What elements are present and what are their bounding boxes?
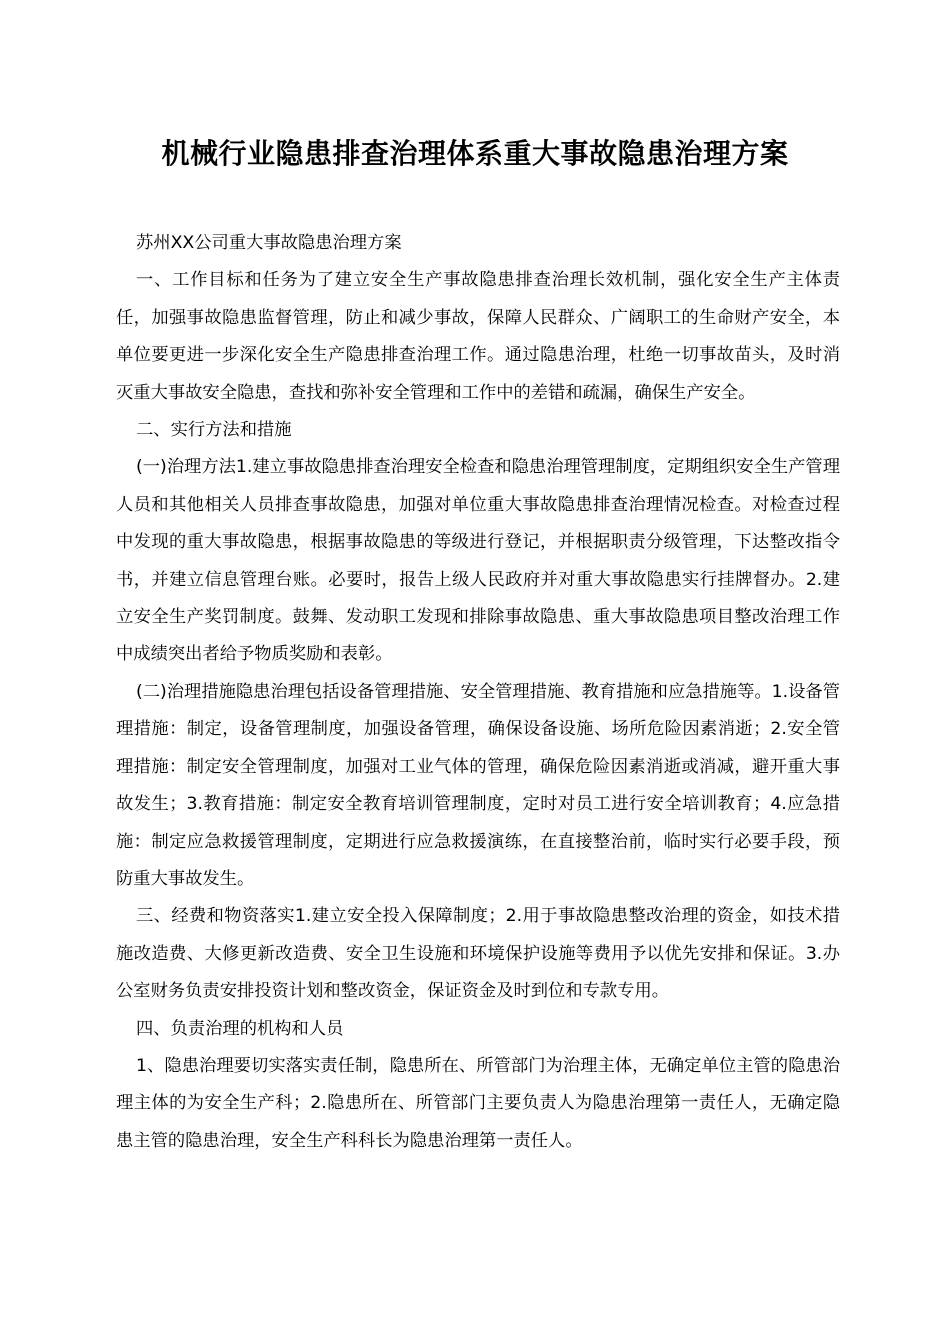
paragraph-governance-methods: (一)治理方法1.建立事故隐患排查治理安全检查和隐患治理管理制度，定期组织安全生产管理人员和其他相关人员排查事故隐患，加强对单位重大事故隐患排查治理情况检查。对检查过程中发现的重大事故隐患，根据事故隐患的等级进行登记，并根据职责分级管理，下达整改指令书，并建立信息管理台账。必要时，报告上级人民政府并对重大事故隐患实行挂牌督办。2.建立安全生产奖罚制度。鼓舞、发动职工发现和排除事故隐患、重大事故隐患项目整改治理工作中成绩突出者给予物质奖励和表彰。	[116, 457, 840, 665]
paragraph-responsibility: 1、隐患治理要切实落实责任制，隐患所在、所管部门为治理主体，无确定单位主管的隐患治理主体的为安全生产科；2.隐患所在、所管部门主要负责人为隐患治理第一责任人，无确定隐患主管的隐患治理，安全生产科科长为隐患治理第一责任人。	[116, 1055, 840, 1151]
paragraph-organization-heading: 四、负责治理的机构和人员	[136, 1018, 344, 1039]
paragraph-goals: 一、工作目标和任务为了建立安全生产事故隐患排查治理长效机制，强化安全生产主体责任，加强事故隐患监督管理，防止和减少事故，保障人民群众、广阔职工的生命财产安全，本单位要更进一步深化安全生产隐患排查治理工作。通过隐患治理，杜绝一切事故苗头，及时消灭重大事故安全隐患，查找和弥补安全管理和工作中的差错和疏漏，确保生产安全。	[116, 270, 840, 403]
document-body	[116, 225, 840, 1160]
document-title: 机械行业隐患排查治理体系重大事故隐患治理方案	[161, 137, 789, 170]
paragraph-methods-heading: 二、实行方法和措施	[136, 420, 292, 441]
paragraph-company-heading: 苏州XX公司重大事故隐患治理方案	[136, 233, 402, 253]
paragraph-governance-measures: (二)治理措施隐患治理包括设备管理措施、安全管理措施、教育措施和应急措施等。1.设备管理措施：制定，设备管理制度，加强设备管理，确保设备设施、场所危险因素消逝；2.安全管理措施：制定安全管理制度，加强对工业气体的管理，确保危险因素消逝或消减，避开重大事故发生；3.教育措施：制定安全教育培训管理制度，定时对员工进行安全培训教育；4.应急措施：制定应急救援管理制度，定期进行应急救援演练，在直接整治前，临时实行必要手段，预防重大事故发生。	[116, 681, 840, 889]
paragraph-funding: 三、经费和物资落实1.建立安全投入保障制度；2.用于事故隐患整改治理的资金，如技术措施改造费、大修更新改造费、安全卫生设施和环境保护设施等费用予以优先安排和保证。3.办公室财务负责安排投资计划和整改资金，保证资金及时到位和专款专用。	[116, 906, 840, 1002]
